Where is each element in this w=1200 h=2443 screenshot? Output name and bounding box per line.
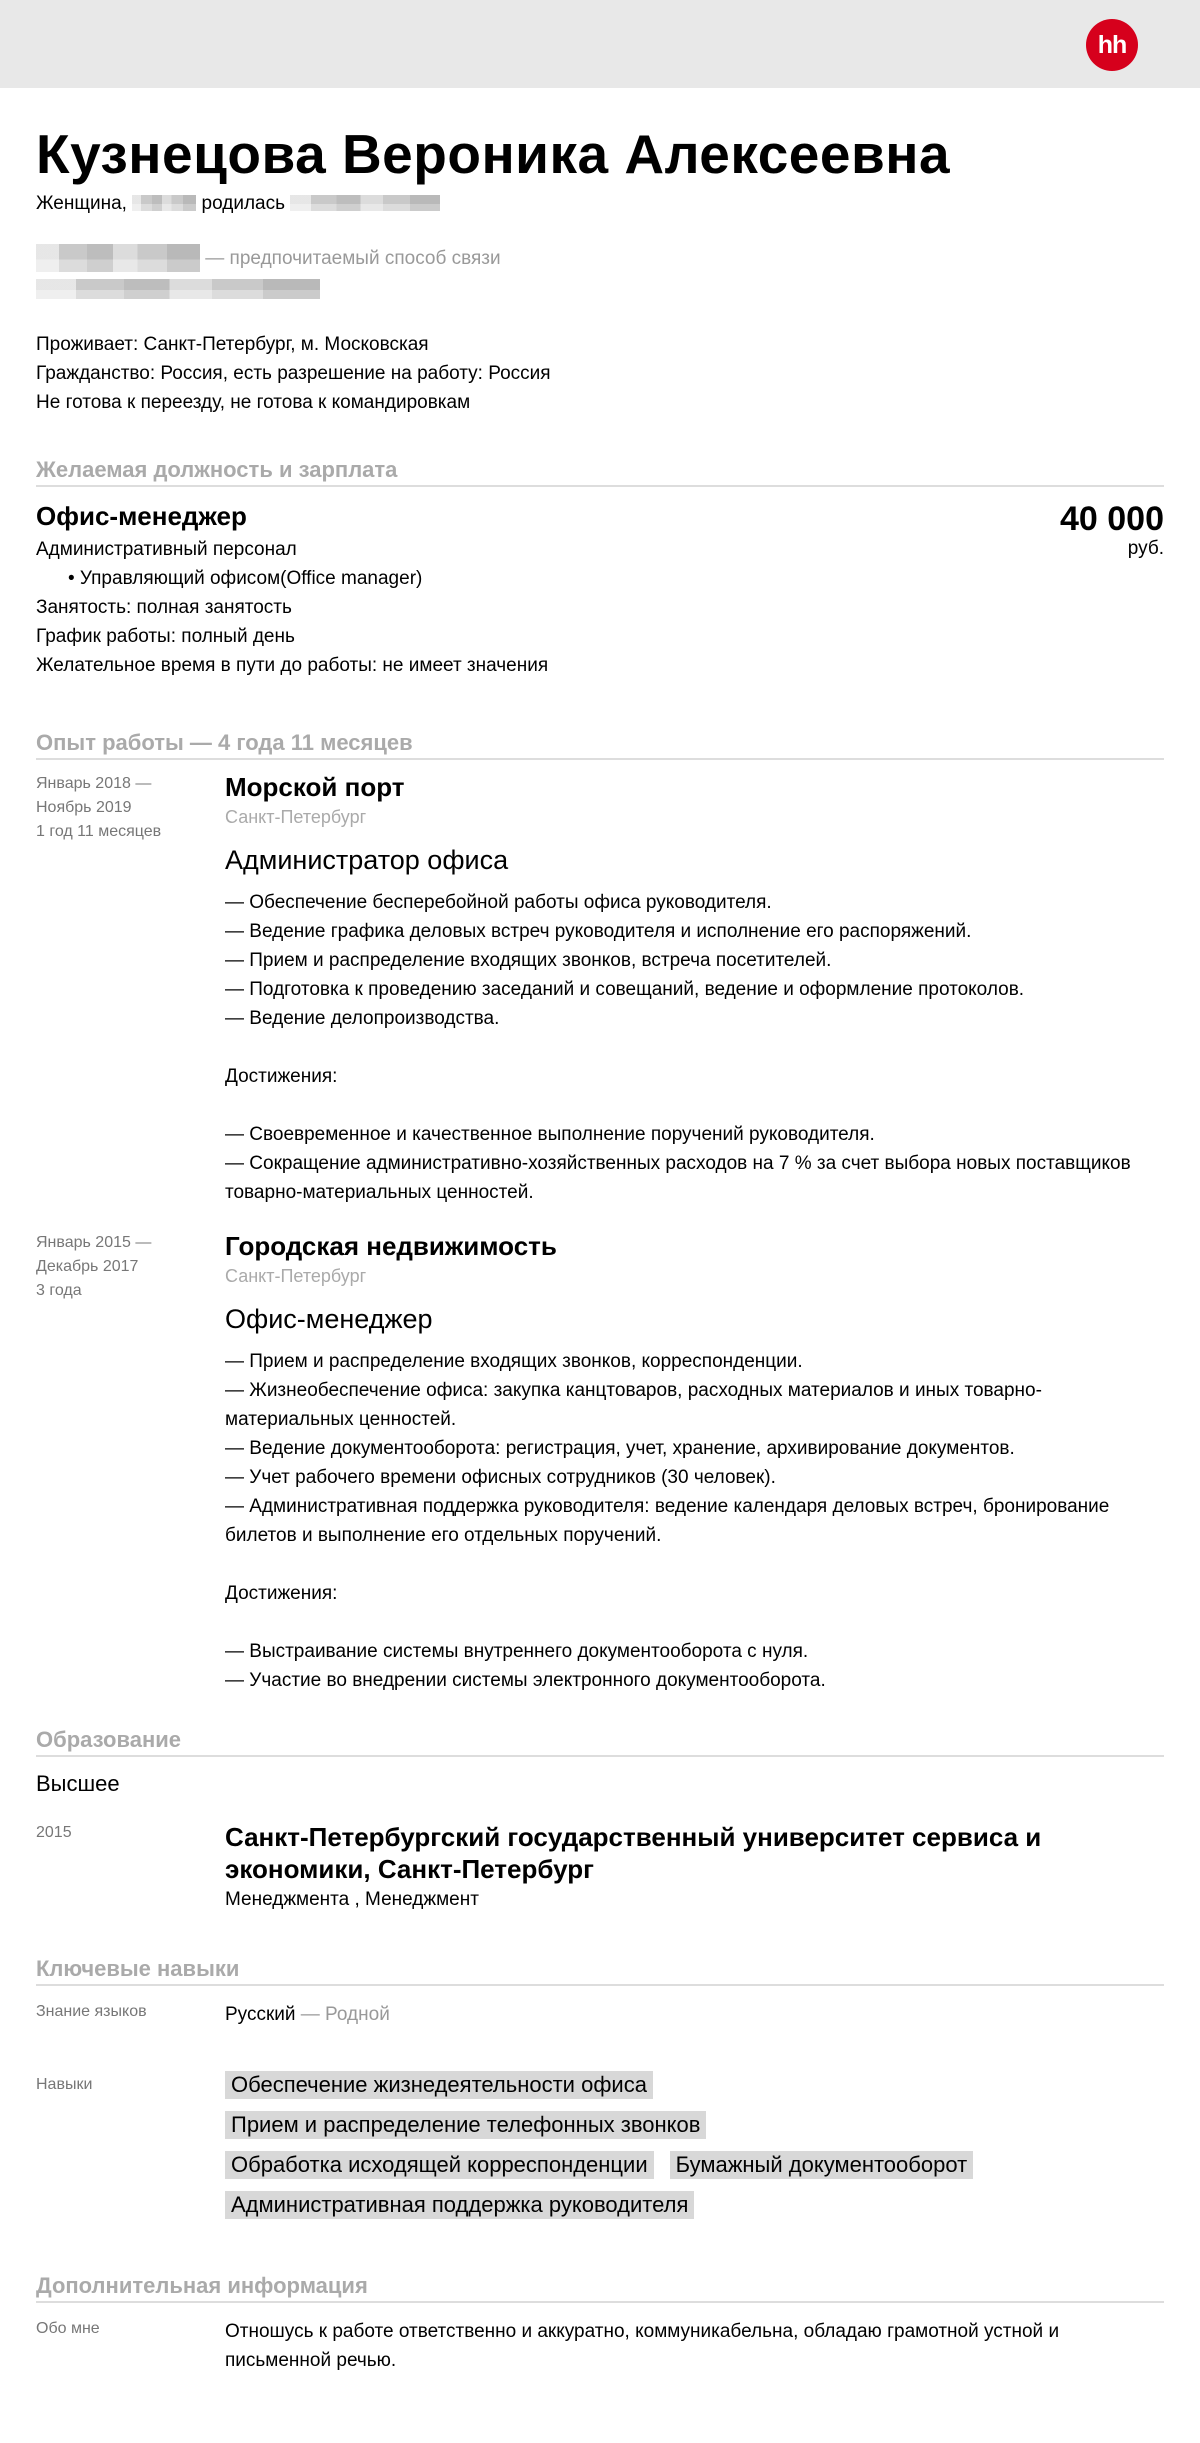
job-period-end: Ноябрь 2019 <box>36 798 132 816</box>
job-period-start: Январь 2018 — <box>36 774 152 792</box>
job-entry <box>36 770 1164 1207</box>
contacts <box>36 244 1164 304</box>
top-bar <box>0 0 1200 88</box>
language-name: Русский <box>225 2003 296 2025</box>
education-level: Высшее <box>36 1770 120 1796</box>
desired-position: Офис-менеджер <box>36 500 247 531</box>
professional-area: Административный персонал <box>36 538 297 560</box>
relocation: Не готова к переезду, не готова к командировкам <box>36 391 471 413</box>
gender-text: Женщина, <box>36 192 127 214</box>
contact-preferred-note: — предпочитаемый способ связи <box>205 247 501 269</box>
job-entry <box>36 1229 1164 1695</box>
education-faculty: Менеджмента , Менеджмент <box>225 1888 479 1910</box>
contact-email-row <box>36 275 1164 304</box>
education-entry <box>36 1821 1164 1914</box>
contact-phone-row <box>36 244 1164 273</box>
resume <box>0 88 1200 2375</box>
specialization: • Управляющий офисом(Office manager) <box>68 567 423 589</box>
job-company: Морской порт <box>225 771 405 802</box>
salary-value: 40 000 <box>1060 499 1164 538</box>
job-details <box>225 1229 1164 1695</box>
experience-section-title: Опыт работы — 4 года 11 месяцев <box>36 730 1164 760</box>
employment-type: Занятость: полная занятость <box>36 596 292 618</box>
job-city: Санкт-Петербург <box>225 806 367 827</box>
citizenship: Гражданство: Россия, есть разрешение на работу: Россия <box>36 362 551 384</box>
job-company: Городская недвижимость <box>225 1230 557 1261</box>
job-duration: 1 год 11 месяцев <box>36 822 162 840</box>
salary-block <box>1060 499 1164 559</box>
education-details <box>225 1821 1164 1914</box>
skills-label: Навыки <box>36 2075 93 2093</box>
hh-logo-icon[interactable]: hh <box>1086 19 1138 71</box>
commute-time: Желательное время в пути до работы: не имеет значения <box>36 654 549 676</box>
skill-tag: Обеспечение жизнедеятельности офиса <box>225 2071 653 2099</box>
job-position: Администратор офиса <box>225 844 509 875</box>
job-description: — Обеспечение бесперебойной работы офиса руководителя. — Ведение графика деловых встреч руководителя и исполнение его распоряжений. — Прием и распределение входящих звонков, встреча посетителей. — Подготовка к проведению заседаний и совещаний, ведение и оформление протоколов. — Ведение делопроизводства. Достижения: — Своевременное и качественное выполнение поручений руководителя. — Сокращение административно-хозяйственных расходов на 7 % за счет выбора новых поставщиков товарно-материальных ценностей. <box>225 891 1131 1203</box>
about-label: Обо мне <box>36 2319 100 2337</box>
work-schedule: График работы: полный день <box>36 625 295 647</box>
skill-tags <box>225 2071 1164 2231</box>
skill-tag: Обработка исходящей корреспонденции <box>225 2151 654 2179</box>
skill-tag: Бумажный документооборот <box>670 2151 974 2179</box>
job-period <box>36 1229 225 1695</box>
education-section-title: Образование <box>36 1727 1164 1757</box>
job-details <box>225 770 1164 1207</box>
job-position: Офис-менеджер <box>225 1303 433 1334</box>
job-duration: 3 года <box>36 1281 82 1299</box>
job-period <box>36 770 225 1207</box>
job-description: — Прием и распределение входящих звонков, корреспонденции. — Жизнеобеспечение офиса: закупка канцтоваров, расходных материалов и иных товарно-материальных ценностей. — Ведение документооборота: регистрация, учет, хранение, архивирование документов. — Учет рабочего времени офисных сотрудников (30 человек). — Административная поддержка руководителя: ведение календаря деловых встреч, бронирование билетов и выполнение его отдельных поручений. Достижения: — Выстраивание системы внутреннего документооборота с нуля. — Участие во внедрении системы электронного документооборота. <box>225 1350 1110 1691</box>
redacted-email <box>36 279 320 299</box>
job-period-end: Декабрь 2017 <box>36 1257 139 1275</box>
education-section <box>36 1727 1164 1914</box>
skill-tag: Прием и распределение телефонных звонков <box>225 2111 706 2139</box>
redacted-age <box>132 195 196 211</box>
languages-row <box>36 2000 1164 2029</box>
position-block <box>36 499 1164 680</box>
position-section-title: Желаемая должность и зарплата <box>36 457 1164 487</box>
job-period-start: Январь 2015 — <box>36 1233 152 1251</box>
skills-section-title: Ключевые навыки <box>36 1956 1164 1986</box>
person-name: Кузнецова Вероника Алексеевна <box>36 123 951 185</box>
person-gender-birth <box>36 189 1164 218</box>
born-label: родилась <box>201 192 285 214</box>
salary-currency: руб. <box>1127 537 1164 559</box>
language-level: — Родной <box>300 2003 390 2025</box>
languages-label: Знание языков <box>36 2002 147 2020</box>
skills-section <box>36 1956 1164 2231</box>
about-text: Отношусь к работе ответственно и аккуратно, коммуникабельна, обладаю грамотной устной и письменной речью. <box>225 2320 1060 2371</box>
education-year: 2015 <box>36 1823 72 1841</box>
language-entry <box>225 2000 1164 2029</box>
education-institution: Санкт-Петербургский государственный университет сервиса и экономики, Санкт-Петербург <box>225 1821 1042 1884</box>
redacted-phone <box>36 244 200 272</box>
additional-section-title: Дополнительная информация <box>36 2273 1164 2303</box>
additional-section <box>36 2273 1164 2375</box>
skills-row <box>36 2071 1164 2231</box>
personal-info <box>36 330 1164 417</box>
residence: Проживает: Санкт-Петербург, м. Московская <box>36 333 429 355</box>
redacted-birthdate <box>290 195 440 211</box>
experience-section <box>36 730 1164 1695</box>
about-row <box>36 2317 1164 2375</box>
position-section <box>36 457 1164 680</box>
skill-tag: Административная поддержка руководителя <box>225 2191 694 2219</box>
job-city: Санкт-Петербург <box>225 1265 367 1286</box>
